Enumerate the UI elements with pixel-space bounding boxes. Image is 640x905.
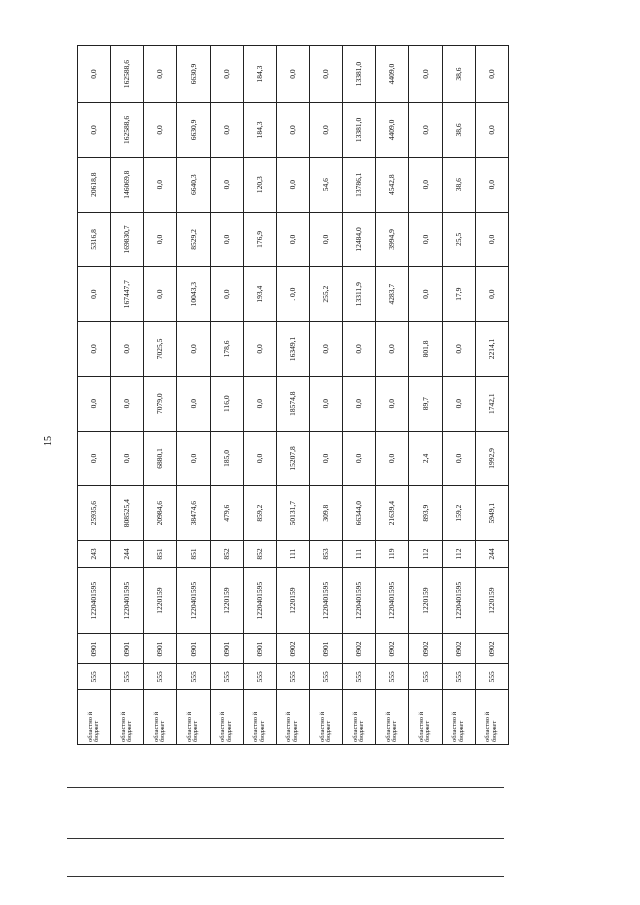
row-value-cell: 10043,3: [177, 267, 210, 322]
row-value-cell: 0,0: [309, 322, 342, 377]
row-value-cell: 5316,8: [78, 212, 111, 267]
row-value-cell: 0,0: [78, 322, 111, 377]
row-value-cell: 162588,6: [111, 46, 144, 103]
row-section-cell: 0901: [243, 634, 276, 664]
row-value-cell: 120,3: [243, 157, 276, 212]
row-value-cell: 1992,9: [475, 431, 508, 486]
table-row: [343, 46, 376, 745]
row-value-cell: 1742,1: [475, 376, 508, 431]
row-section-cell: 0901: [111, 634, 144, 664]
row-code-cell: 555: [442, 664, 475, 690]
row-value-cell: 0,0: [376, 322, 409, 377]
row-name-cell: областно й бюджет: [210, 690, 243, 745]
row-section-cell: 0901: [78, 634, 111, 664]
row-name-cell: областно й бюджет: [442, 690, 475, 745]
signature-line: [67, 787, 504, 788]
row-value-cell: 0,0: [343, 322, 376, 377]
row-value-cell: 0,0: [177, 376, 210, 431]
row-code-cell: 555: [78, 664, 111, 690]
row-value-cell: 0,0: [78, 267, 111, 322]
row-section-cell: 0902: [276, 634, 309, 664]
row-kvr-cell: 119: [376, 541, 409, 568]
row-kvr-cell: 851: [144, 541, 177, 568]
row-value-cell: 0,0: [210, 103, 243, 158]
row-value-cell: 0,0: [111, 431, 144, 486]
row-article-cell: 1220401595: [78, 567, 111, 634]
row-section-cell: 0902: [475, 634, 508, 664]
row-value-cell: 0,0: [442, 376, 475, 431]
row-name-cell: областно й бюджет: [144, 690, 177, 745]
row-value-cell: 38,6: [442, 103, 475, 158]
row-value-cell: 0,0: [475, 157, 508, 212]
row-value-cell: 893,9: [409, 486, 442, 541]
table-row: [309, 46, 342, 745]
table-row: [276, 46, 309, 745]
row-value-cell: 5949,1: [475, 486, 508, 541]
row-value-cell: 169830,7: [111, 212, 144, 267]
table-row: [243, 46, 276, 745]
row-code-cell: 555: [177, 664, 210, 690]
row-value-cell: 0,0: [78, 431, 111, 486]
page-number: 15: [43, 436, 54, 446]
row-value-cell: 0,0: [376, 376, 409, 431]
row-code-cell: 555: [376, 664, 409, 690]
row-name-cell: областно й бюджет: [409, 690, 442, 745]
row-value-cell: 38,6: [442, 46, 475, 103]
row-value-cell: 0,0: [343, 376, 376, 431]
row-code-cell: 555: [343, 664, 376, 690]
row-value-cell: 0,0: [111, 376, 144, 431]
row-value-cell: 54,6: [309, 157, 342, 212]
rotated-table-container: [77, 45, 509, 745]
row-name-cell: областно й бюджет: [343, 690, 376, 745]
table-row: [475, 46, 508, 745]
row-value-cell: 0,0: [309, 431, 342, 486]
row-value-cell: 0,0: [409, 267, 442, 322]
row-article-cell: 1220401595: [442, 567, 475, 634]
row-value-cell: 6880,1: [144, 431, 177, 486]
row-value-cell: 0,0: [144, 46, 177, 103]
table-row: [78, 46, 111, 745]
row-value-cell: 0,0: [111, 322, 144, 377]
row-value-cell: 0,0: [276, 46, 309, 103]
table-row: [177, 46, 210, 745]
row-value-cell: 0,0: [475, 212, 508, 267]
budget-table-area: [77, 45, 509, 745]
row-value-cell: 0,0: [475, 46, 508, 103]
table-row: [442, 46, 475, 745]
row-value-cell: 89,7: [409, 376, 442, 431]
row-kvr-cell: 852: [243, 541, 276, 568]
row-name-cell: областно й бюджет: [78, 690, 111, 745]
row-value-cell: 0,0: [343, 431, 376, 486]
row-value-cell: 176,9: [243, 212, 276, 267]
row-value-cell: 3994,9: [376, 212, 409, 267]
row-value-cell: 0,0: [144, 103, 177, 158]
row-value-cell: 25,5: [442, 212, 475, 267]
row-value-cell: 0,0: [309, 103, 342, 158]
row-code-cell: 555: [276, 664, 309, 690]
row-value-cell: 0,0: [78, 376, 111, 431]
row-value-cell: 0,0: [243, 322, 276, 377]
row-value-cell: 0,0: [243, 431, 276, 486]
row-value-cell: 184,3: [243, 103, 276, 158]
row-value-cell: 0,0: [144, 157, 177, 212]
row-value-cell: 0,0: [78, 103, 111, 158]
row-name-cell: областно й бюджет: [309, 690, 342, 745]
row-value-cell: 0,0: [409, 157, 442, 212]
row-section-cell: 0901: [144, 634, 177, 664]
table-row: [409, 46, 442, 745]
row-value-cell: 2214,1: [475, 322, 508, 377]
row-value-cell: 0,0: [144, 267, 177, 322]
row-value-cell: 255,2: [309, 267, 342, 322]
row-value-cell: 13381,0: [343, 103, 376, 158]
row-value-cell: 0,0: [309, 376, 342, 431]
row-value-cell: 0,0: [210, 46, 243, 103]
row-value-cell: 12484,0: [343, 212, 376, 267]
row-value-cell: 0,0: [177, 431, 210, 486]
row-value-cell: . 0,0: [276, 267, 309, 322]
row-kvr-cell: 111: [343, 541, 376, 568]
row-value-cell: 0,0: [409, 212, 442, 267]
row-code-cell: 555: [309, 664, 342, 690]
budget-table: [77, 45, 509, 745]
row-value-cell: 0,0: [409, 103, 442, 158]
row-name-cell: областно й бюджет: [475, 690, 508, 745]
row-name-cell: областно й бюджет: [177, 690, 210, 745]
row-value-cell: 7079,0: [144, 376, 177, 431]
row-value-cell: 185,0: [210, 431, 243, 486]
row-value-cell: 309,8: [309, 486, 342, 541]
row-article-cell: 1220401595: [343, 567, 376, 634]
row-section-cell: 0901: [309, 634, 342, 664]
row-value-cell: 859,2: [243, 486, 276, 541]
row-value-cell: 0,0: [442, 322, 475, 377]
row-article-cell: 1220159: [409, 567, 442, 634]
row-value-cell: 38474,6: [177, 486, 210, 541]
row-article-cell: 1220159: [144, 567, 177, 634]
row-kvr-cell: 852: [210, 541, 243, 568]
row-value-cell: 116,0: [210, 376, 243, 431]
row-value-cell: 38,6: [442, 157, 475, 212]
row-value-cell: 16349,1: [276, 322, 309, 377]
row-value-cell: 0,0: [210, 157, 243, 212]
row-article-cell: 1220401595: [111, 567, 144, 634]
row-value-cell: 13311,9: [343, 267, 376, 322]
row-section-cell: 0902: [409, 634, 442, 664]
row-value-cell: 0,0: [144, 212, 177, 267]
row-value-cell: 13786,1: [343, 157, 376, 212]
row-value-cell: 4283,7: [376, 267, 409, 322]
row-article-cell: 1220401595: [309, 567, 342, 634]
row-kvr-cell: 112: [409, 541, 442, 568]
row-value-cell: 0,0: [442, 431, 475, 486]
row-kvr-cell: 111: [276, 541, 309, 568]
row-value-cell: 6640,3: [177, 157, 210, 212]
row-section-cell: 0902: [343, 634, 376, 664]
row-value-cell: 808525,4: [111, 486, 144, 541]
row-article-cell: 1220159: [475, 567, 508, 634]
row-kvr-cell: 244: [111, 541, 144, 568]
row-kvr-cell: 244: [475, 541, 508, 568]
row-name-cell: областно й бюджет: [376, 690, 409, 745]
row-value-cell: 0,0: [78, 46, 111, 103]
row-code-cell: 555: [475, 664, 508, 690]
row-kvr-cell: 243: [78, 541, 111, 568]
row-value-cell: 0,0: [210, 267, 243, 322]
row-value-cell: 6630,9: [177, 46, 210, 103]
row-article-cell: 1220159: [276, 567, 309, 634]
row-value-cell: 2,4: [409, 431, 442, 486]
row-value-cell: 0,0: [276, 212, 309, 267]
row-value-cell: 66344,0: [343, 486, 376, 541]
row-value-cell: 0,0: [210, 212, 243, 267]
row-value-cell: 7025,5: [144, 322, 177, 377]
table-body: [78, 46, 509, 745]
signature-line: [67, 838, 504, 839]
row-value-cell: 0,0: [309, 46, 342, 103]
row-code-cell: 555: [144, 664, 177, 690]
row-value-cell: 0,0: [309, 212, 342, 267]
row-value-cell: 0,0: [243, 376, 276, 431]
row-value-cell: 479,6: [210, 486, 243, 541]
row-code-cell: 555: [210, 664, 243, 690]
row-article-cell: 1220401595: [243, 567, 276, 634]
row-value-cell: 167447,7: [111, 267, 144, 322]
row-section-cell: 0901: [210, 634, 243, 664]
row-value-cell: 0,0: [475, 103, 508, 158]
row-value-cell: 25935,6: [78, 486, 111, 541]
row-value-cell: 4409,0: [376, 103, 409, 158]
row-value-cell: 0,0: [276, 157, 309, 212]
row-section-cell: 0902: [376, 634, 409, 664]
row-value-cell: 0,0: [409, 46, 442, 103]
row-kvr-cell: 853: [309, 541, 342, 568]
row-value-cell: 0,0: [376, 431, 409, 486]
row-value-cell: 193,4: [243, 267, 276, 322]
row-value-cell: 184,3: [243, 46, 276, 103]
row-value-cell: 159,2: [442, 486, 475, 541]
row-article-cell: 1220401595: [177, 567, 210, 634]
row-value-cell: 21639,4: [376, 486, 409, 541]
row-name-cell: областно й бюджет: [243, 690, 276, 745]
row-article-cell: 1220401595: [376, 567, 409, 634]
row-name-cell: областно й бюджет: [111, 690, 144, 745]
table-row: [210, 46, 243, 745]
row-name-cell: областно й бюджет: [276, 690, 309, 745]
row-value-cell: 4542,8: [376, 157, 409, 212]
row-value-cell: 18574,8: [276, 376, 309, 431]
table-row: [144, 46, 177, 745]
row-value-cell: 178,6: [210, 322, 243, 377]
table-row: [111, 46, 144, 745]
row-kvr-cell: 851: [177, 541, 210, 568]
row-value-cell: 20984,6: [144, 486, 177, 541]
row-value-cell: 801,8: [409, 322, 442, 377]
row-value-cell: 17,9: [442, 267, 475, 322]
row-section-cell: 0901: [177, 634, 210, 664]
row-value-cell: 0,0: [475, 267, 508, 322]
row-value-cell: 50131,7: [276, 486, 309, 541]
row-code-cell: 555: [243, 664, 276, 690]
row-value-cell: 146069,8: [111, 157, 144, 212]
row-section-cell: 0902: [442, 634, 475, 664]
row-value-cell: 13381,0: [343, 46, 376, 103]
row-value-cell: 4409,0: [376, 46, 409, 103]
table-row: [376, 46, 409, 745]
row-kvr-cell: 112: [442, 541, 475, 568]
row-value-cell: 8529,2: [177, 212, 210, 267]
row-code-cell: 555: [111, 664, 144, 690]
row-value-cell: 0,0: [177, 322, 210, 377]
row-article-cell: 1220159: [210, 567, 243, 634]
row-value-cell: 20618,8: [78, 157, 111, 212]
row-value-cell: 162588,6: [111, 103, 144, 158]
row-value-cell: 6630,9: [177, 103, 210, 158]
row-value-cell: 0,0: [276, 103, 309, 158]
row-code-cell: 555: [409, 664, 442, 690]
row-value-cell: 15207,8: [276, 431, 309, 486]
signature-line: [67, 876, 504, 877]
